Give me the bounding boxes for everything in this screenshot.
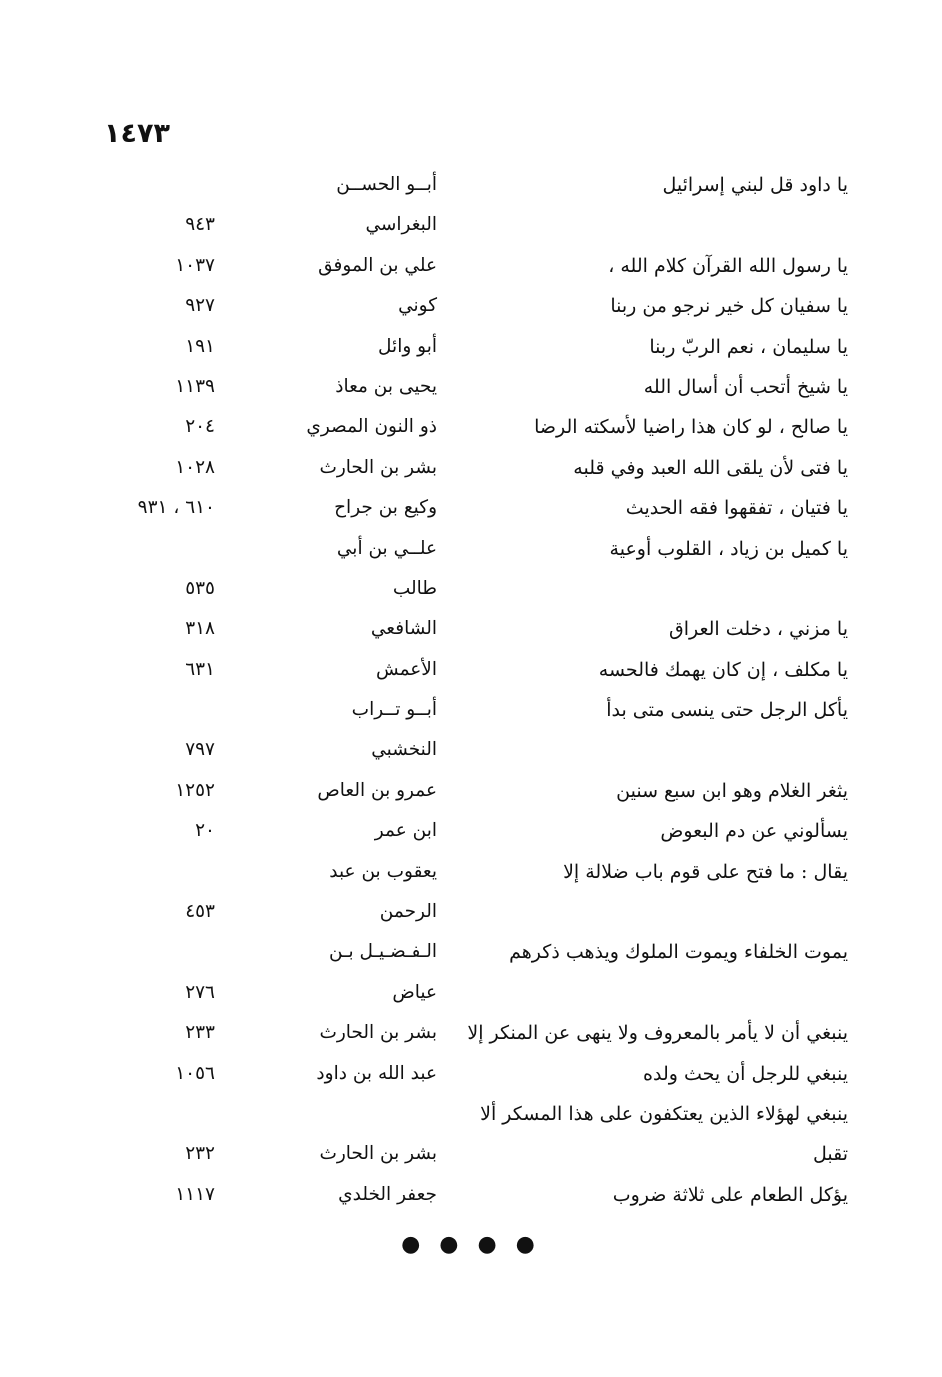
index-narrator: طالب <box>392 577 437 599</box>
index-quote: يا داود قل لبني إسرائيل <box>662 174 848 196</box>
index-pages: ٢٠٤ <box>185 416 215 438</box>
index-narrator: أبــو تــراب <box>351 699 437 721</box>
index-row <box>0 1016 942 1056</box>
index-quote: ينبغي أن لا يأمر بالمعروف ولا ينهى عن المنكر إلا <box>467 1022 848 1045</box>
index-pages: ٧٩٧ <box>185 739 215 761</box>
index-quote: ينبغي لهؤلاء الذين يعتكفون على هذا المسكر ألا <box>480 1102 848 1125</box>
index-quote: يا شيخ أتحب أن أسال الله <box>643 375 848 398</box>
index-pages: ١٠٣٧ <box>175 254 215 276</box>
index-quote: يا مكلف ، إن كان يهمك فالحسه <box>598 658 848 681</box>
index-pages: ٤٥٣ <box>185 901 215 923</box>
index-narrator: علي بن الموفق <box>318 254 437 276</box>
index-narrator: البغراسي <box>365 214 437 236</box>
index-narrator: كوني <box>398 295 437 317</box>
index-row <box>0 330 942 370</box>
index-pages: ٦٣١ <box>185 658 215 680</box>
index-pages: ٢٧٦ <box>185 981 215 1003</box>
index-row <box>0 289 942 329</box>
index-quote: يأكل الرجل حتى ينسى متى بدأ <box>606 699 848 722</box>
index-quote: يثغر الغلام وهو ابن سبع سنين <box>616 779 848 802</box>
index-narrator: عبد الله بن داود <box>316 1062 437 1084</box>
index-narrator: بشر بن الحارث <box>319 1143 437 1165</box>
index-narrator: علــي بن أبي <box>336 537 437 559</box>
index-row <box>0 208 942 248</box>
index-quote: يا فتى لأن يلقى الله العبد وفي قلبه <box>573 456 848 479</box>
index-quote: يا رسول الله القرآن كلام الله ، <box>608 254 848 277</box>
index-quote: يا فتيان ، تفقهوا فقه الحديث <box>625 497 848 520</box>
index-pages: ٦١٠ ، ٩٣١ <box>137 497 215 519</box>
index-row <box>0 1057 942 1097</box>
index-row <box>0 249 942 289</box>
index-narrator: جعفر الخلدي <box>338 1183 437 1205</box>
index-quote: يا سفيان كل خير نرجو من ربنا <box>610 295 848 318</box>
page-number: ١٤٧٣ <box>104 118 170 149</box>
index-pages: ٥٣٥ <box>185 577 215 599</box>
index-pages: ٢٠ <box>195 820 215 842</box>
index-quote: يا كميل بن زياد ، القلوب أوعية <box>609 537 848 560</box>
index-narrator: وكيع بن جراح <box>334 497 437 519</box>
index-narrator: الـفـضـيـل بـن <box>329 941 437 963</box>
index-row <box>0 1178 942 1218</box>
index-row <box>0 168 942 208</box>
index-narrator: أبــو الحســن <box>336 174 437 195</box>
index-quote: تقبل <box>812 1143 848 1166</box>
end-ornament: ● ● ● ● <box>401 1232 541 1257</box>
index-row <box>0 612 942 652</box>
index-narrator: الشافعي <box>370 618 437 640</box>
index-row <box>0 855 942 895</box>
index-narrator: الأعمش <box>375 658 437 680</box>
index-narrator: عمرو بن العاص <box>317 779 437 801</box>
index-quote: يقال : ما فتح على قوم باب ضلالة إلا <box>563 860 848 883</box>
index-pages: ١٠٥٦ <box>175 1062 215 1084</box>
index-row <box>0 774 942 814</box>
index-narrator: أبو وائل <box>378 335 437 357</box>
index-narrator: بشر بن الحارث <box>319 456 437 478</box>
index-quote: يؤكل الطعام على ثلاثة ضروب <box>612 1183 848 1206</box>
index-row <box>0 491 942 531</box>
index-narrator: يعقوب بن عبد <box>329 860 437 882</box>
index-narrator: النخشبي <box>371 739 437 761</box>
index-narrator: بشر بن الحارث <box>319 1022 437 1044</box>
index-narrator: عياض <box>392 981 437 1003</box>
index-quote: ينبغي للرجل أن يحث ولده <box>643 1062 848 1085</box>
index-row <box>0 693 942 733</box>
index-row <box>0 976 942 1016</box>
index-row <box>0 814 942 854</box>
index-row <box>0 1137 942 1177</box>
index-pages: ٣١٨ <box>185 618 215 640</box>
index-row <box>0 935 942 975</box>
index-quote: يا سليمان ، نعم الربّ ربنا <box>649 335 848 358</box>
index-quote: يا مزني ، دخلت العراق <box>668 618 848 641</box>
index-pages: ١١١٧ <box>175 1183 215 1205</box>
index-quote: يسألوني عن دم البعوض <box>660 820 848 843</box>
index-pages: ٩٤٣ <box>185 214 215 236</box>
index-table <box>0 168 942 1218</box>
index-narrator: ذو النون المصري <box>306 416 437 438</box>
index-pages: ١١٣٩ <box>175 375 215 397</box>
index-row <box>0 370 942 410</box>
index-narrator: الرحمن <box>379 901 437 923</box>
index-pages: ١٠٢٨ <box>175 456 215 478</box>
index-pages: ٩٢٧ <box>185 295 215 317</box>
index-row <box>0 451 942 491</box>
index-narrator: ابن عمر <box>374 820 437 842</box>
index-row <box>0 895 942 935</box>
index-quote: يموت الخلفاء ويموت الملوك ويذهب ذكرهم <box>509 941 848 964</box>
index-row <box>0 1097 942 1137</box>
index-pages: ٢٣٣ <box>185 1022 215 1044</box>
index-row <box>0 572 942 612</box>
index-pages: ١٩١ <box>185 335 215 357</box>
index-pages: ١٢٥٢ <box>175 779 215 801</box>
index-narrator: يحيى بن معاذ <box>335 375 437 397</box>
index-quote: يا صالح ، لو كان هذا راضيا لأسكته الرضا <box>534 416 848 439</box>
index-pages: ٢٣٢ <box>185 1143 215 1165</box>
index-row <box>0 410 942 450</box>
index-row <box>0 532 942 572</box>
index-row <box>0 733 942 773</box>
index-row <box>0 653 942 693</box>
